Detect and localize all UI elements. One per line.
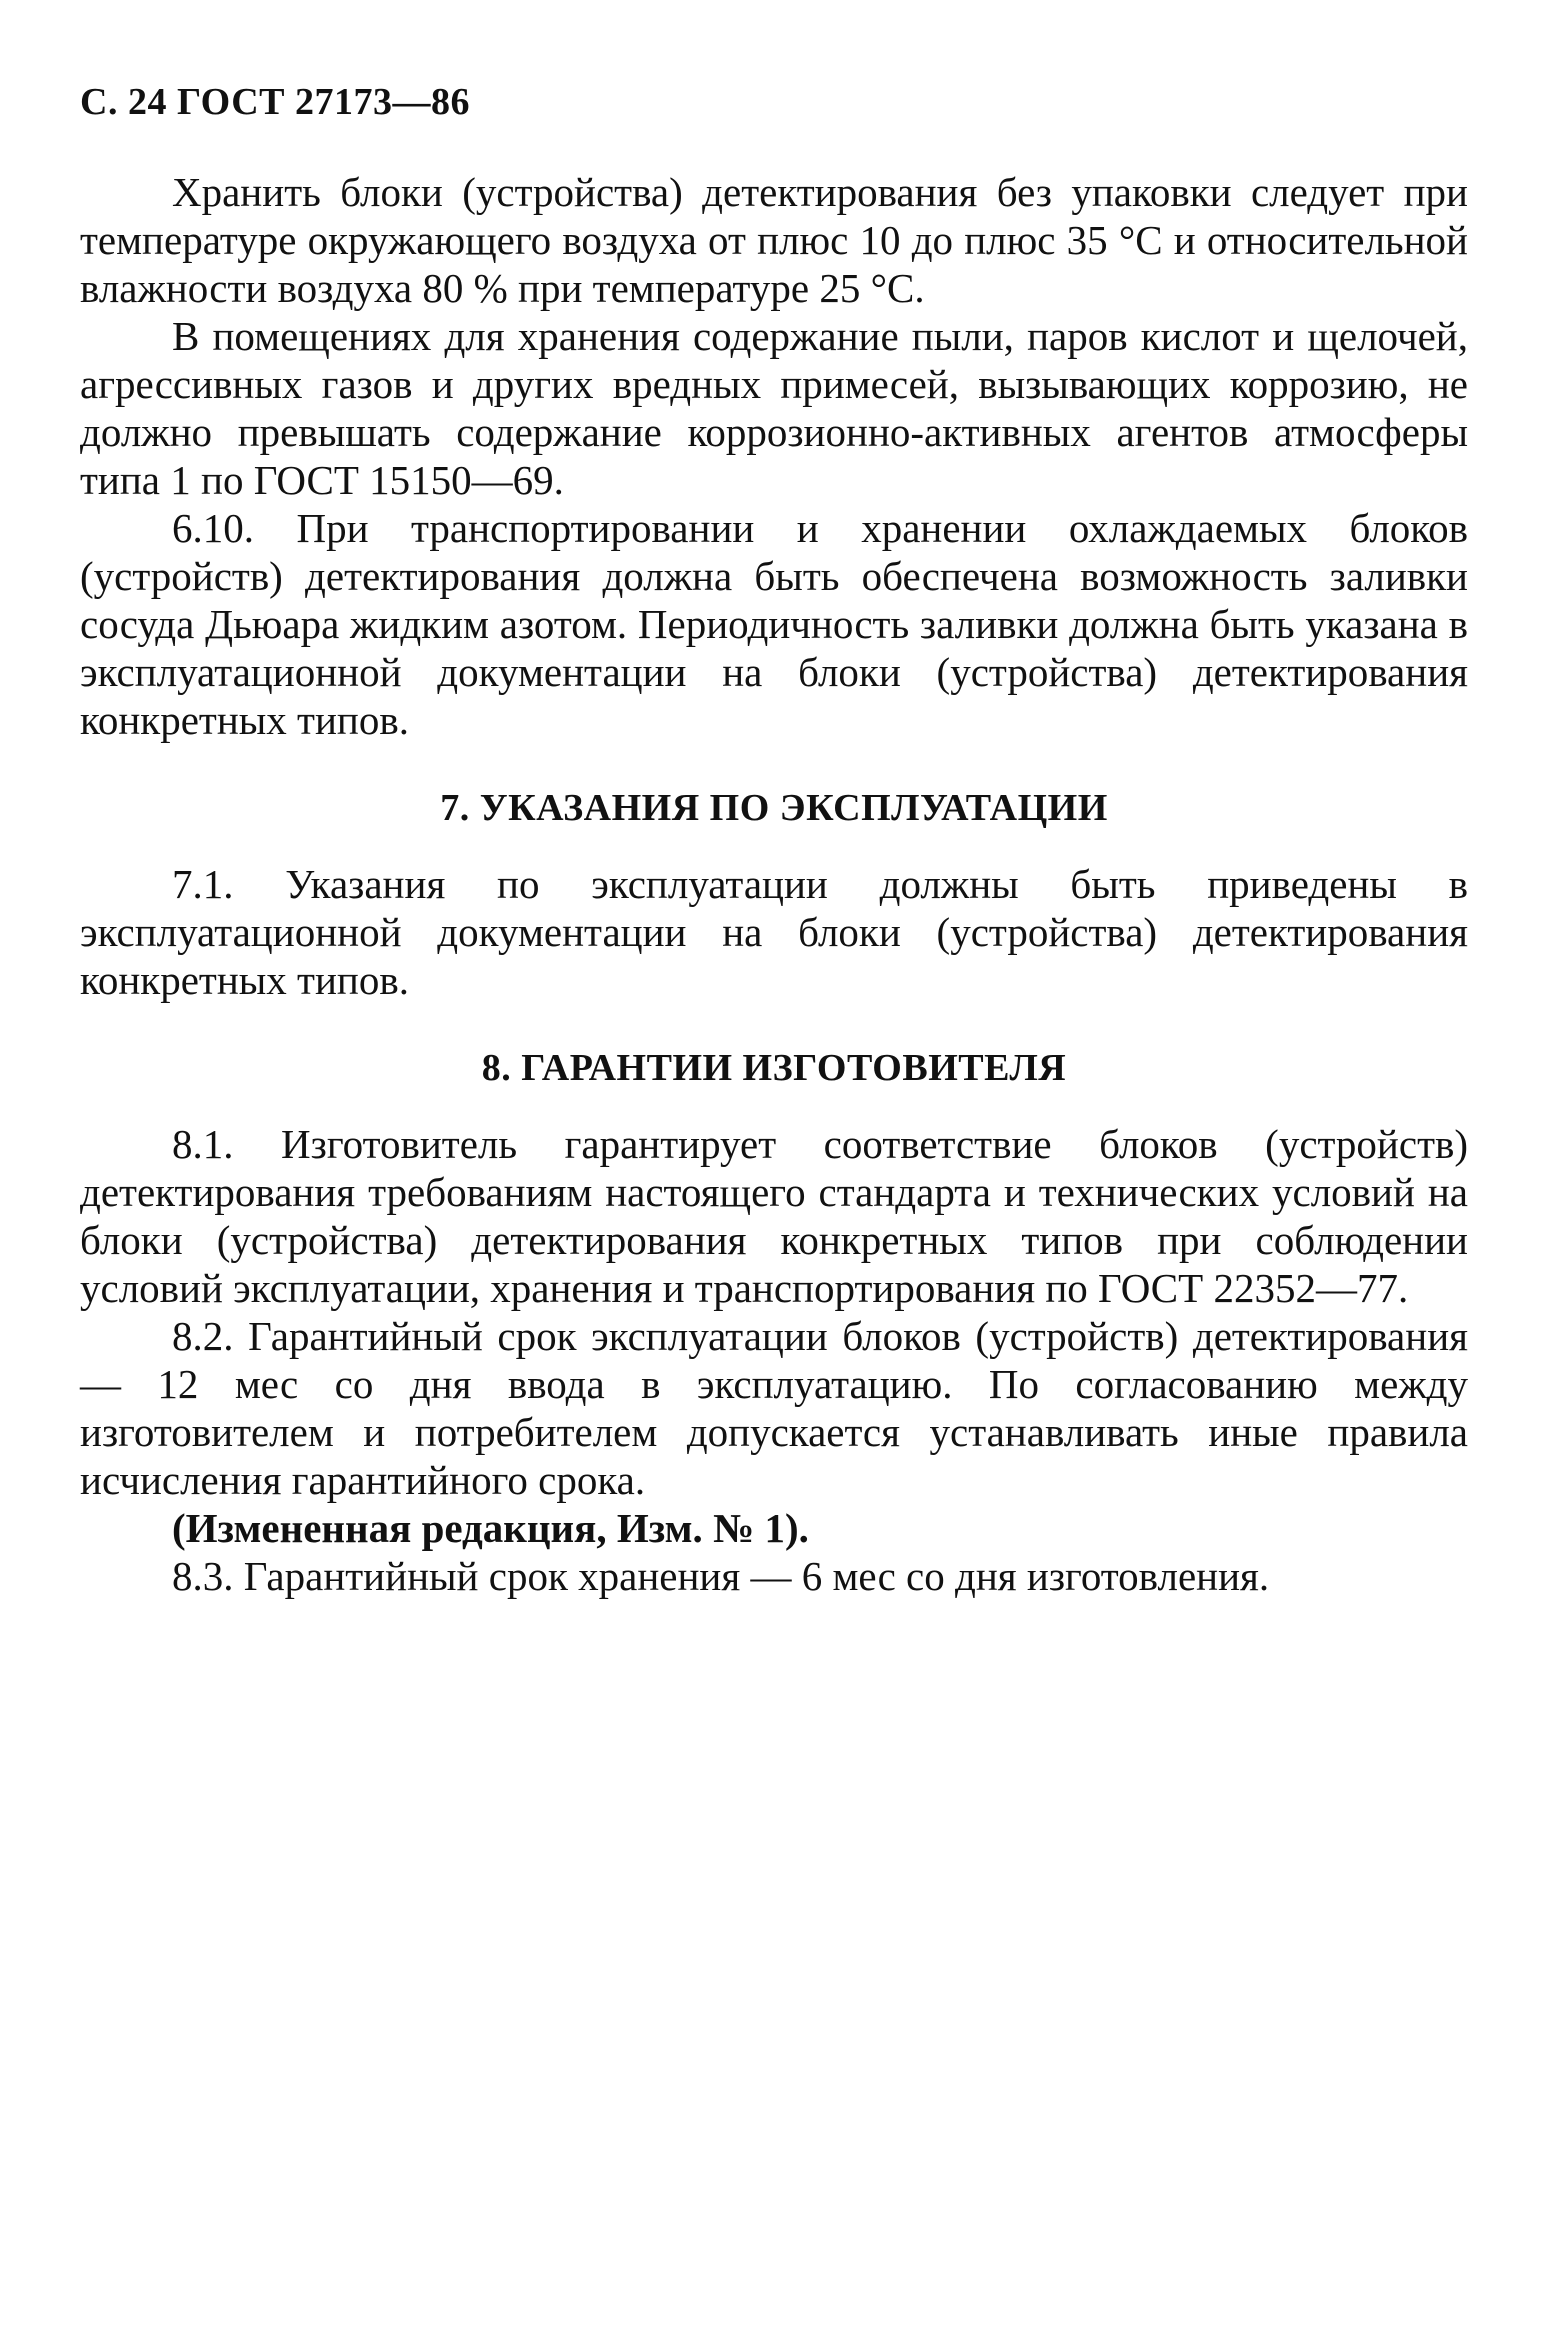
section-8-heading: 8. ГАРАНТИИ ИЗГОТОВИТЕЛЯ: [481, 1047, 1067, 1089]
amendment-note: (Измененная редакция, Изм. № 1).: [172, 1505, 809, 1551]
document-body: [80, 168, 1468, 1600]
storage-conditions-paragraph: Хранить блоки (устройства) детектирования без упаковки следует при температуре окружающего воздуха от плюс 10 до плюс 35 °С и относительной влажности воздуха 80 % при температуре 25 °С.: [80, 169, 1468, 311]
clause-8-1: 8.1. Изготовитель гарантирует соответствие блоков (устройств) детектирования требованиям настоящего стандарта и технических условий на блоки (устройства) детектирования конкретных типов при соблюдении условий эксплуатации, хранения и транспортирования по ГОСТ 22352—77.: [80, 1121, 1468, 1311]
running-header: С. 24 ГОСТ 27173—86: [80, 81, 470, 123]
clause-8-2: 8.2. Гарантийный срок эксплуатации блоков (устройств) детектирования — 12 мес со дня ввода в эксплуатацию. По согласованию между изготовителем и потребителем допускается устанавливать иные правила исчисления гарантийного срока.: [80, 1313, 1468, 1503]
section-7-heading: 7. УКАЗАНИЯ ПО ЭКСПЛУАТАЦИИ: [440, 787, 1108, 829]
clause-6-10: 6.10. При транспортировании и хранении охлаждаемых блоков (устройств) детектирования должна быть обеспечена возможность заливки сосуда Дьюара жидким азотом. Периодичность заливки должна быть указана в эксплуатационной документации на блоки (устройства) детектирования конкретных типов.: [80, 505, 1468, 743]
clause-7-1: 7.1. Указания по эксплуатации должны быть приведены в эксплуатационной документации на блоки (устройства) детектирования конкретных типов.: [80, 861, 1468, 1003]
clause-8-3: 8.3. Гарантийный срок хранения — 6 мес со дня изготовления.: [172, 1553, 1270, 1599]
storage-premises-paragraph: В помещениях для хранения содержание пыли, паров кислот и щелочей, агрессивных газов и других вредных примесей, вызывающих коррозию, не должно превышать содержание коррозионно-активных агентов атмосферы типа 1 по ГОСТ 15150—69.: [80, 313, 1468, 503]
